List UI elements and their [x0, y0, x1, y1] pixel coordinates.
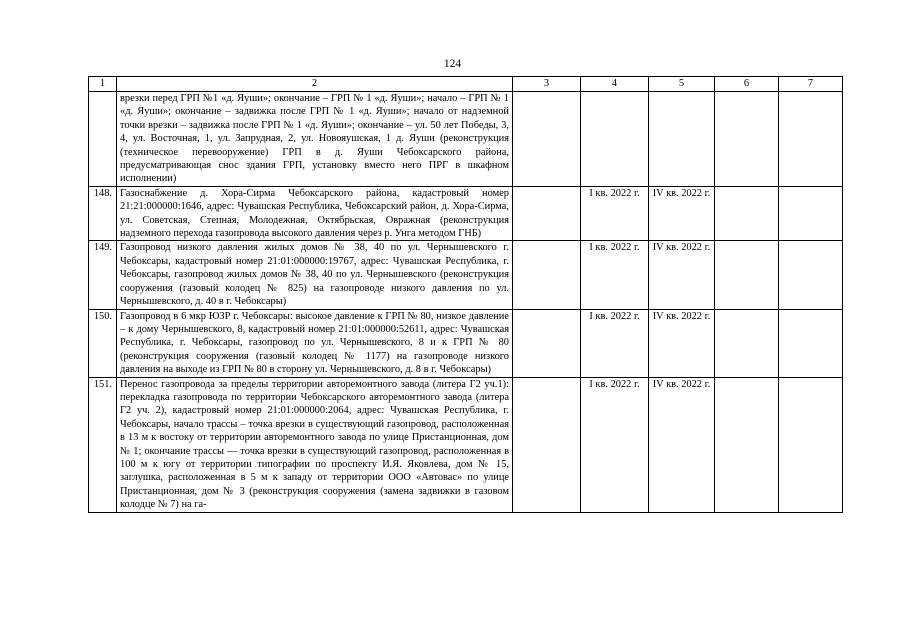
table-row: [89, 92, 843, 187]
object-description: Газопровод в 6 мкр ЮЗР г. Чебоксары: высокое давление к ГРП № 80, низкое давление – к дому Чернышевского, 8, кадастровый номер 21:01:000000:52611, адрес: Чувашская Республика, г. Чебоксары, газопровод по ул. Чернышевского, 8 и к ГРП № 80 (реконструкция сооружения (газовый колодец № 1177) на газопроводе низкого давления на выходе из ГРП № 80 в сторону ул. Чернышевского, д. 8 в г. Чебоксары): [117, 309, 513, 377]
column-header: 5: [649, 77, 715, 92]
column-header: 2: [117, 77, 513, 92]
start-period: I кв. 2022 г.: [581, 377, 649, 512]
object-description: Перенос газопровода за пределы территории авторемонтного завода (литера Г2 уч.1): перекладка газопровода по территории Чебоксарского авторемонтного завода (литера Г2 уч. 2), кадастровый номер 21:01:000000:2064, адрес: Чувашская Республика, г. Чебоксары, начало трассы – точка врезки в существующий газопровод, расположенная в 13 м к востоку от территории авторемонтного завода по улице Пристанционная, дом № 1; окончание трассы — точка врезки в существующий газопровод, расположенная в 100 м к югу от территории типографии по проспекту И.Я. Яковлева, дом № 15, заглушка, расположенная в 5 м к западу от территории ООО «Автовас» по улице Пристанционная, дом № 3 (реконструкция сооружения (замена задвижки в газовом колодце № 7) на га-: [117, 377, 513, 512]
end-period: [649, 92, 715, 187]
cell-col3: [513, 309, 581, 377]
row-number: 151.: [89, 377, 117, 512]
end-period: IV кв. 2022 г.: [649, 377, 715, 512]
cell-col6: [715, 377, 779, 512]
row-number: 150.: [89, 309, 117, 377]
cell-col6: [715, 309, 779, 377]
end-period: IV кв. 2022 г.: [649, 309, 715, 377]
object-description: Газоснабжение д. Хора-Сирма Чебоксарского района, кадастровый номер 21:21:000000:1646, адрес: Чувашская Республика, Чебоксарский район, д. Хора-Сирма, ул. Советская, Степная, Молодежная, Октябрьская, Овражная (реконструкция надземного перехода газопровода высокого давления через р. Унга методом ГНБ): [117, 186, 513, 241]
column-number-row: [89, 77, 843, 92]
object-description: врезки перед ГРП №1 «д. Яуши»; окончание – ГРП № 1 «д. Яуши»; начало – ГРП № 1 «д. Яуши»; окончание – задвижка после ГРП № 1 «д. Яуши»; начало от надземной точки врезки – задвижка после ГРП № 1 «д. Яуши»; окончание – ул. 50 лет Победы, 3, 4, ул. Восточная, 1, ул. Запрудная, 2, ул. Новояушская, 1 д. Яуши (реконструкция (техническое перевооружение) ГРП в д. Яуши Чебоксарского района, предусматривающая снос здания ГРП, установку вместо него ПРГ в шкафном исполнении): [117, 92, 513, 187]
table-row: [89, 377, 843, 512]
end-period: IV кв. 2022 г.: [649, 241, 715, 309]
page-number: 124: [443, 58, 462, 70]
table-row: [89, 309, 843, 377]
cell-col3: [513, 241, 581, 309]
table-row: [89, 186, 843, 241]
start-period: [581, 92, 649, 187]
cell-col3: [513, 92, 581, 187]
cell-col6: [715, 241, 779, 309]
row-number: [89, 92, 117, 187]
object-description: Газопровод низкого давления жилых домов № 38, 40 по ул. Чернышевского г. Чебоксары, кадастровый номер 21:01:000000:19767, адрес: Чувашская Республика, г. Чебоксары, газопровод жилых домов № 38, 40 по ул. Чернышевского (реконструкция сооружения (газовый колодец № 825) на газопроводе низкого давления по ул. Чернышевского, д. 40 в г. Чебоксары): [117, 241, 513, 309]
cell-col6: [715, 186, 779, 241]
objects-table: [88, 76, 843, 513]
table-row: [89, 241, 843, 309]
start-period: I кв. 2022 г.: [581, 309, 649, 377]
cell-col3: [513, 377, 581, 512]
column-header: 1: [89, 77, 117, 92]
cell-col7: [779, 377, 843, 512]
cell-col6: [715, 92, 779, 187]
row-number: 149.: [89, 241, 117, 309]
start-period: I кв. 2022 г.: [581, 186, 649, 241]
cell-col7: [779, 309, 843, 377]
column-header: 3: [513, 77, 581, 92]
cell-col7: [779, 92, 843, 187]
start-period: I кв. 2022 г.: [581, 241, 649, 309]
end-period: IV кв. 2022 г.: [649, 186, 715, 241]
cell-col3: [513, 186, 581, 241]
cell-col7: [779, 186, 843, 241]
column-header: 6: [715, 77, 779, 92]
cell-col7: [779, 241, 843, 309]
column-header: 4: [581, 77, 649, 92]
row-number: 148.: [89, 186, 117, 241]
column-header: 7: [779, 77, 843, 92]
